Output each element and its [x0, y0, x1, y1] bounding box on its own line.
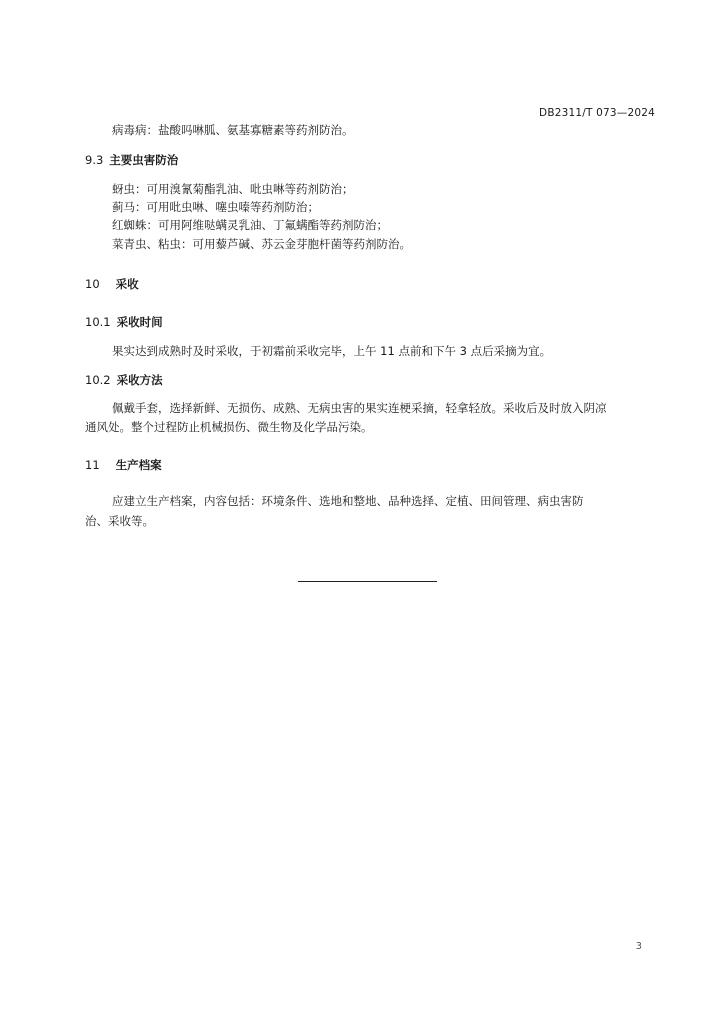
end-of-document-rule [298, 581, 437, 582]
section-number: 10.1 [85, 315, 111, 329]
section-10-heading [85, 276, 139, 292]
section-number: 9.3 [85, 153, 104, 167]
harvest-method-text-line1: 佩戴手套，选择新鲜、无损伤、成熟、无病虫害的果实连梗采摘，轻拿轻放。采收后及时放入阴凉 [112, 401, 607, 415]
section-9-3-heading [85, 152, 178, 168]
section-title: 采收时间 [116, 315, 163, 329]
section-number: 11 [85, 458, 100, 472]
harvest-time-text: 果实达到成熟时及时采收，于初霜前采收完毕，上午 11 点前和下午 3 点后采摘为宜。 [112, 344, 552, 358]
production-records-text-line2: 治、采收等。 [85, 514, 154, 528]
document-code: DB2311/T 073—2024 [539, 107, 655, 119]
production-records-text-line1: 应建立生产档案，内容包括：环境条件、选地和整地、品种选择、定植、田间管理、病虫害防 [112, 494, 584, 508]
section-title: 采收方法 [116, 373, 163, 387]
pest-item-caterpillar: 菜青虫、粘虫：可用藜芦碱、苏云金芽胞杆菌等药剂防治。 [112, 237, 411, 251]
pest-item-thrips: 蓟马：可用吡虫啉、噻虫嗪等药剂防治； [112, 200, 319, 214]
section-10-1-heading [85, 314, 163, 330]
section-title: 主要虫害防治 [109, 153, 179, 167]
pest-item-spider-mite: 红蜘蛛：可用阿维哒螨灵乳油、丁氟螨酯等药剂防治； [112, 218, 388, 232]
pest-item-aphid: 蚜虫：可用溴氰菊酯乳油、吡虫啉等药剂防治； [112, 182, 354, 196]
disease-item-virus: 病毒病：盐酸吗啉胍、氨基寡糖素等药剂防治。 [112, 123, 354, 137]
section-number: 10.2 [85, 373, 111, 387]
section-title: 生产档案 [115, 458, 162, 472]
page-number: 3 [635, 941, 642, 952]
harvest-method-text-line2: 通风处。整个过程防止机械损伤、微生物及化学品污染。 [85, 420, 373, 434]
section-10-2-heading [85, 372, 163, 388]
section-11-heading [85, 457, 162, 473]
section-number: 10 [85, 277, 100, 291]
section-title: 采收 [115, 277, 139, 291]
